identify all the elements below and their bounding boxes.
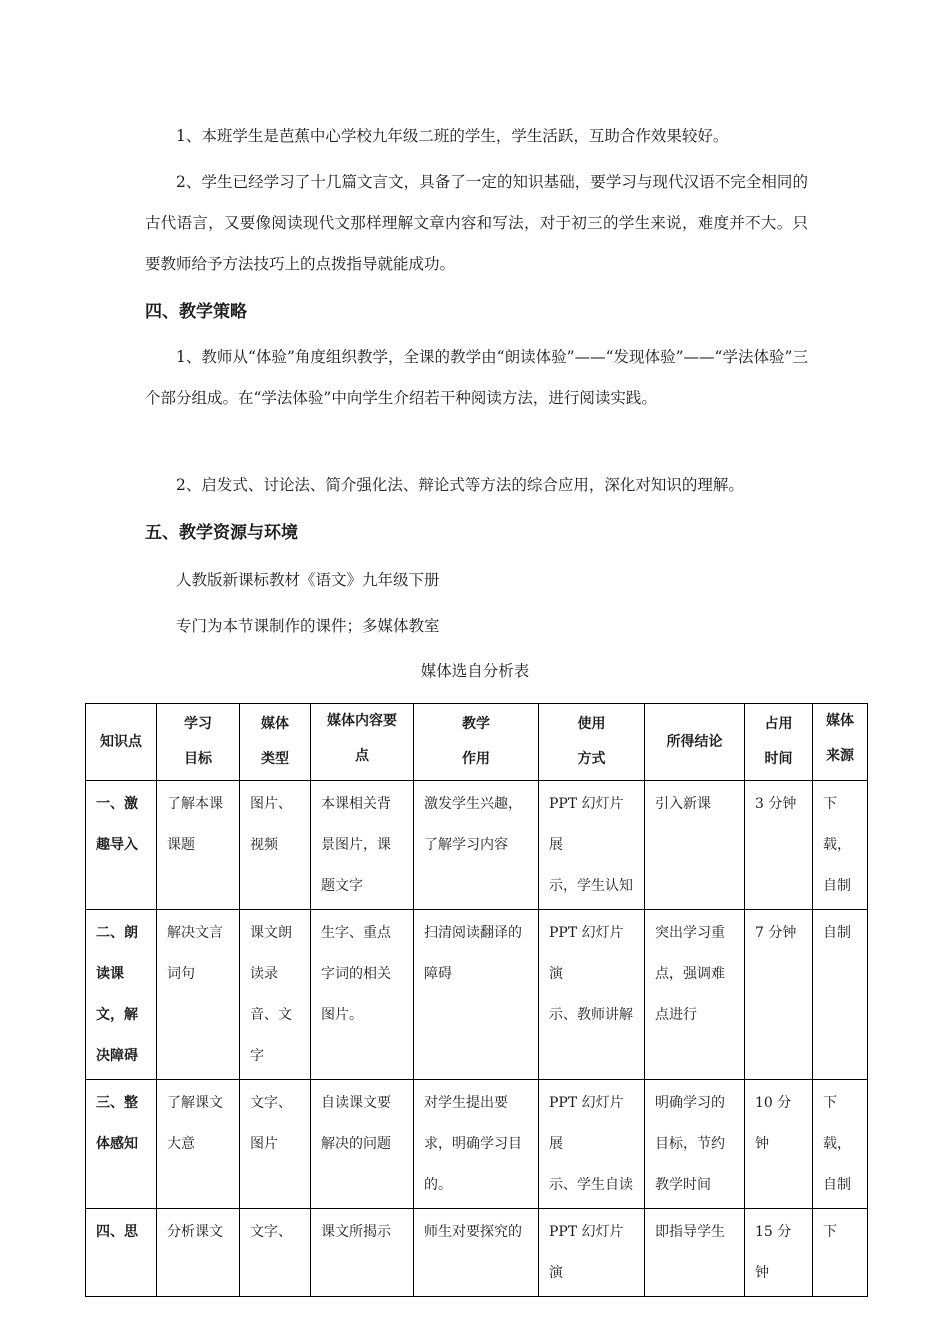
cell-teaching-role: 师生对要探究的 [414,1209,539,1297]
paragraph-student-class: 1、本班学生是芭蕉中心学校九年级二班的学生，学生活跃，互助合作效果较好。 [176,127,729,145]
cell-usage: PPT 幻灯片展 示，学生认知 [539,781,645,910]
cell-media-source: 下 载， 自制 [813,781,868,910]
cell-knowledge-point: 三、整 体感知 [86,1080,157,1209]
cell-time: 15 分钟 [745,1209,813,1297]
cell-teaching-role: 激发学生兴趣， 了解学习内容 [414,781,539,910]
header-teaching-role: 教学 作用 [414,704,539,781]
table-caption: 媒体选自分析表 [420,662,530,680]
cell-media-source: 下 [813,1209,868,1297]
header-usage: 使用 方式 [539,704,645,781]
cell-media-type: 文字、 [240,1209,311,1297]
cell-conclusion: 引入新课 [645,781,745,910]
paragraph-strategy-methods: 2、启发式、讨论法、简介强化法、辩论式等方法的综合应用，深化对知识的理解。 [176,476,744,494]
cell-usage: PPT 幻灯片演 [539,1209,645,1297]
cell-teaching-role: 对学生提出要 求，明确学习目 的。 [414,1080,539,1209]
cell-media-content: 本课相关背 景图片，课 题文字 [311,781,414,910]
cell-teaching-role: 扫清阅读翻译的 障碍 [414,910,539,1080]
cell-media-content: 课文所揭示 [311,1209,414,1297]
cell-media-type: 文字、 图片 [240,1080,311,1209]
resource-courseware: 专门为本节课制作的课件；多媒体教室 [176,617,440,635]
cell-media-source: 自制 [813,910,868,1080]
header-conclusion: 所得结论 [645,704,745,781]
header-learning-goal: 学习 目标 [157,704,240,781]
cell-media-content: 自读课文要 解决的问题 [311,1080,414,1209]
cell-learning-goal: 了解课文 大意 [157,1080,240,1209]
cell-learning-goal: 解决文言 词句 [157,910,240,1080]
cell-learning-goal: 了解本课 课题 [157,781,240,910]
cell-media-content: 生字、重点 字词的相关 图片。 [311,910,414,1080]
media-analysis-table [85,703,868,1297]
header-time: 占用 时间 [745,704,813,781]
cell-learning-goal: 分析课文 [157,1209,240,1297]
cell-knowledge-point: 四、思 [86,1209,157,1297]
cell-media-source: 下 载， 自制 [813,1080,868,1209]
table-header-row [86,704,868,781]
header-knowledge-point: 知识点 [86,704,157,781]
header-media-content: 媒体内容要 点 [311,704,414,781]
cell-media-type: 图片、 视频 [240,781,311,910]
cell-knowledge-point: 一、激 趣导入 [86,781,157,910]
cell-time: 10 分钟 [745,1080,813,1209]
cell-media-type: 课文朗 读录 音、文 字 [240,910,311,1080]
header-media-source: 媒体 来源 [813,704,868,781]
table-row [86,1209,868,1297]
cell-conclusion: 即指导学生 [645,1209,745,1297]
heading-teaching-resources: 五、教学资源与环境 [145,523,298,543]
table-row [86,781,868,910]
cell-conclusion: 明确学习的 目标，节约 教学时间 [645,1080,745,1209]
heading-teaching-strategy: 四、教学策略 [145,302,247,322]
cell-usage: PPT 幻灯片演 示、教师讲解 [539,910,645,1080]
header-media-type: 媒体 类型 [240,704,311,781]
cell-knowledge-point: 二、朗 读课 文，解 决障碍 [86,910,157,1080]
cell-time: 7 分钟 [745,910,813,1080]
paragraph-strategy-experience: 1、教师从“体验”角度组织教学，全课的教学由“朗读体验”——“发现体验”——“学法体验”三个部分组成。在“学法体验”中向学生介绍若干种阅读方法，进行阅读实践。 [145,348,808,407]
resource-textbook: 人教版新课标教材《语文》九年级下册 [176,571,440,589]
paragraph-student-knowledge: 2、学生已经学习了十几篇文言文，具备了一定的知识基础，要学习与现代汉语不完全相同的古代语言，又要像阅读现代文那样理解文章内容和写法，对于初三的学生来说，难度并不大。只要教师给予方法技巧上的点拨指导就能成功。 [145,173,808,273]
cell-usage: PPT 幻灯片展 示、学生自读 [539,1080,645,1209]
table-row [86,1080,868,1209]
cell-conclusion: 突出学习重 点，强调难 点进行 [645,910,745,1080]
cell-time: 3 分钟 [745,781,813,910]
table-row [86,910,868,1080]
